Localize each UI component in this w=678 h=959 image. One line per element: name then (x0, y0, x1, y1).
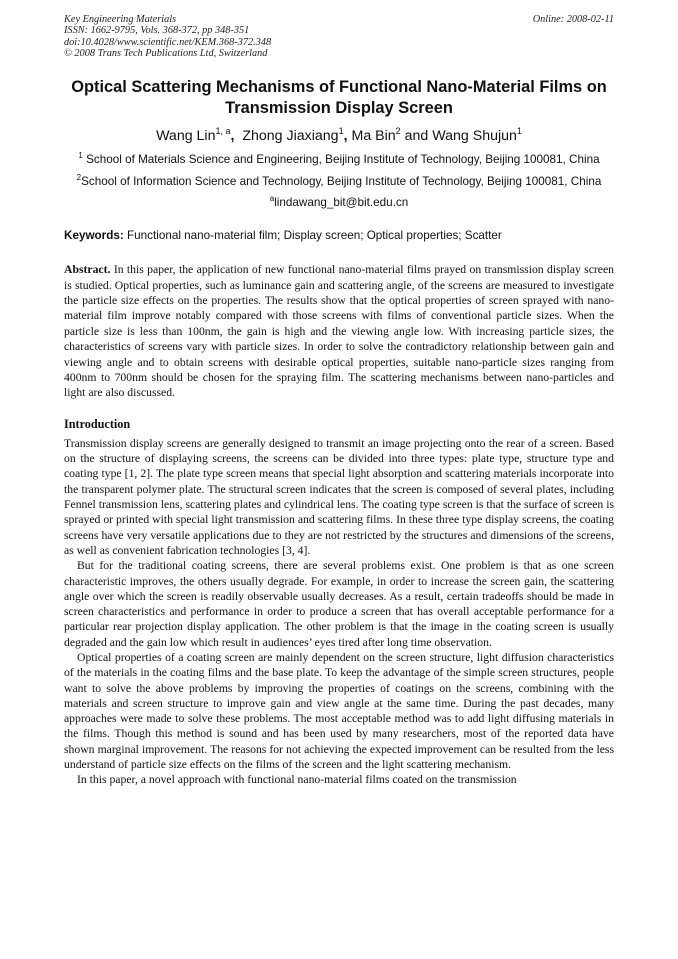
paragraph: Optical properties of a coating screen are mainly dependent on the screen structure, light diffusion characteristics of the materials in the coating films and the base plate. To keep the advantage of the simple screen structures, people want to solve the above problems by improving the properties of coatings on the screens, combining with the materials and screen structure to improve gain and view angle at the same time. During the past decades, many approaches were made to solve these problems. The most acceptable method was to add light diffusing materials in the films. Though this method is sound and has been used by many researchers, most of the reported data have shown marginal improvement. The reasons for not achieving the expected improvement can be resulted from the less understand of particle size effects on the films of the screen and the light scattering mechanism. (64, 651, 614, 772)
affiliation-sup: 2 (76, 173, 82, 183)
author-list (64, 127, 614, 146)
paper-title: Optical Scattering Mechanisms of Functional Nano-Material Films on Transmission Display Screen (71, 78, 607, 118)
keywords-text: Functional nano-material film; Display screen; Optical properties; Scatter (127, 229, 502, 243)
author-sup: 2 (395, 126, 401, 137)
author-name: Zhong Jiaxiang (242, 128, 339, 145)
section-heading-introduction: Introduction (64, 416, 131, 431)
author-email (64, 194, 614, 211)
author-sep: , (343, 128, 348, 145)
affiliation-2 (64, 173, 614, 190)
author-name: Ma Bin (351, 128, 396, 145)
affiliation-text: School of Information Science and Technology, Beijing Institute of Technology, Beijing 100081, China (81, 175, 602, 189)
email-sup: a (269, 194, 275, 204)
keywords-label: Keywords: (64, 229, 124, 243)
paragraph: In this paper, a novel approach with functional nano-material films coated on the transmission (77, 773, 517, 787)
paper-page (64, 14, 614, 788)
issn-line: ISSN: 1662-9795, Vols. 368-372, pp 348-351 (64, 25, 250, 37)
abstract-text: In this paper, the application of new functional nano-material films prayed on transmission display screen is studied. Optical properties, such as luminance gain and scattering angle, of the screens are measured to investigate the particle size effects on the properties. The results show that the optical properties of screen sprayed with nano-material film improve notably compared with those screens with films of conventional particle sizes. When the particle size is less than 100nm, the gain is high and the viewing angle low. With increasing particle sizes, the characteristics of screens vary with particle sizes. In order to solve the contradictory relationship between gain and viewing angle and to obtain screens with desirable optical properties, suitable nano-particle sizes ranging from 400nm to 700nm should be chosen for the spraying film. The scattering mechanisms between nano-particles and light are also discussed. (64, 263, 615, 400)
author-sep: , (230, 128, 235, 145)
paragraph: Transmission display screens are generally designed to transmit an image projecting onto the rear of a screen. Based on the structure of displaying screens, the screens can be divided into three types: plate type, structure type and coating type [1, 2]. The plate type screen means that special light absorption and scattering materials incorporate into the transparent polymer plate. The structural screen indicates that the screen is composed of several plates, including Fennel transmission lens, scattering plates and cylindrical lens. The coating type screen is that the surface of screen is sprayed or printed with special light transmission and scattering films. In these three type display screens, the coating screens have very versatile applications due to they are not restricted by the structures and dimensions of the screens, as well as convenient fabrication technologies [3, 4]. (64, 436, 614, 557)
author-sup: 1 (516, 126, 522, 137)
journal-header (64, 14, 614, 59)
copyright-line: © 2008 Trans Tech Publications Ltd, Switzerland (64, 47, 268, 59)
journal-name: Key Engineering Materials (64, 14, 177, 25)
doi-line: doi:10.4028/www.scientific.net/KEM.368-372.348 (64, 36, 272, 48)
abstract (64, 262, 614, 401)
abstract-label: Abstract. (64, 263, 111, 277)
paragraph: But for the traditional coating screens, there are several problems exist. One problem is that as one screen characteristic improves, the others usually degrade. For example, in order to increase the screen gain, the scattering angle over which the screen is readily observable usually decreases. As a result, certain tradeoffs should be made in screen characteristics and performance in order to produce a screen that has overall acceptable performance for a particular rear projection display application. The other problem is that the image in the coating screen is usually degraded and the gain low which result in audiences’ eyes tired after long time observation. (64, 559, 614, 649)
author-sep: and (400, 128, 429, 145)
keywords (64, 228, 614, 244)
email-address[interactable]: lindawang_bit@bit.edu.cn (274, 196, 409, 210)
author-name: Wang Shujun (432, 128, 517, 145)
author-sup: 1, a (215, 126, 231, 137)
introduction-body (64, 436, 614, 788)
affiliation-sup: 1 (78, 151, 83, 161)
affiliation-text: School of Materials Science and Engineering, Beijing Institute of Technology, Beijing 100081, China (86, 153, 600, 167)
online-date: Online: 2008-02-11 (532, 14, 614, 25)
author-name: Wang Lin (156, 128, 216, 145)
affiliation-1 (64, 151, 614, 168)
author-sup: 1 (338, 126, 344, 137)
